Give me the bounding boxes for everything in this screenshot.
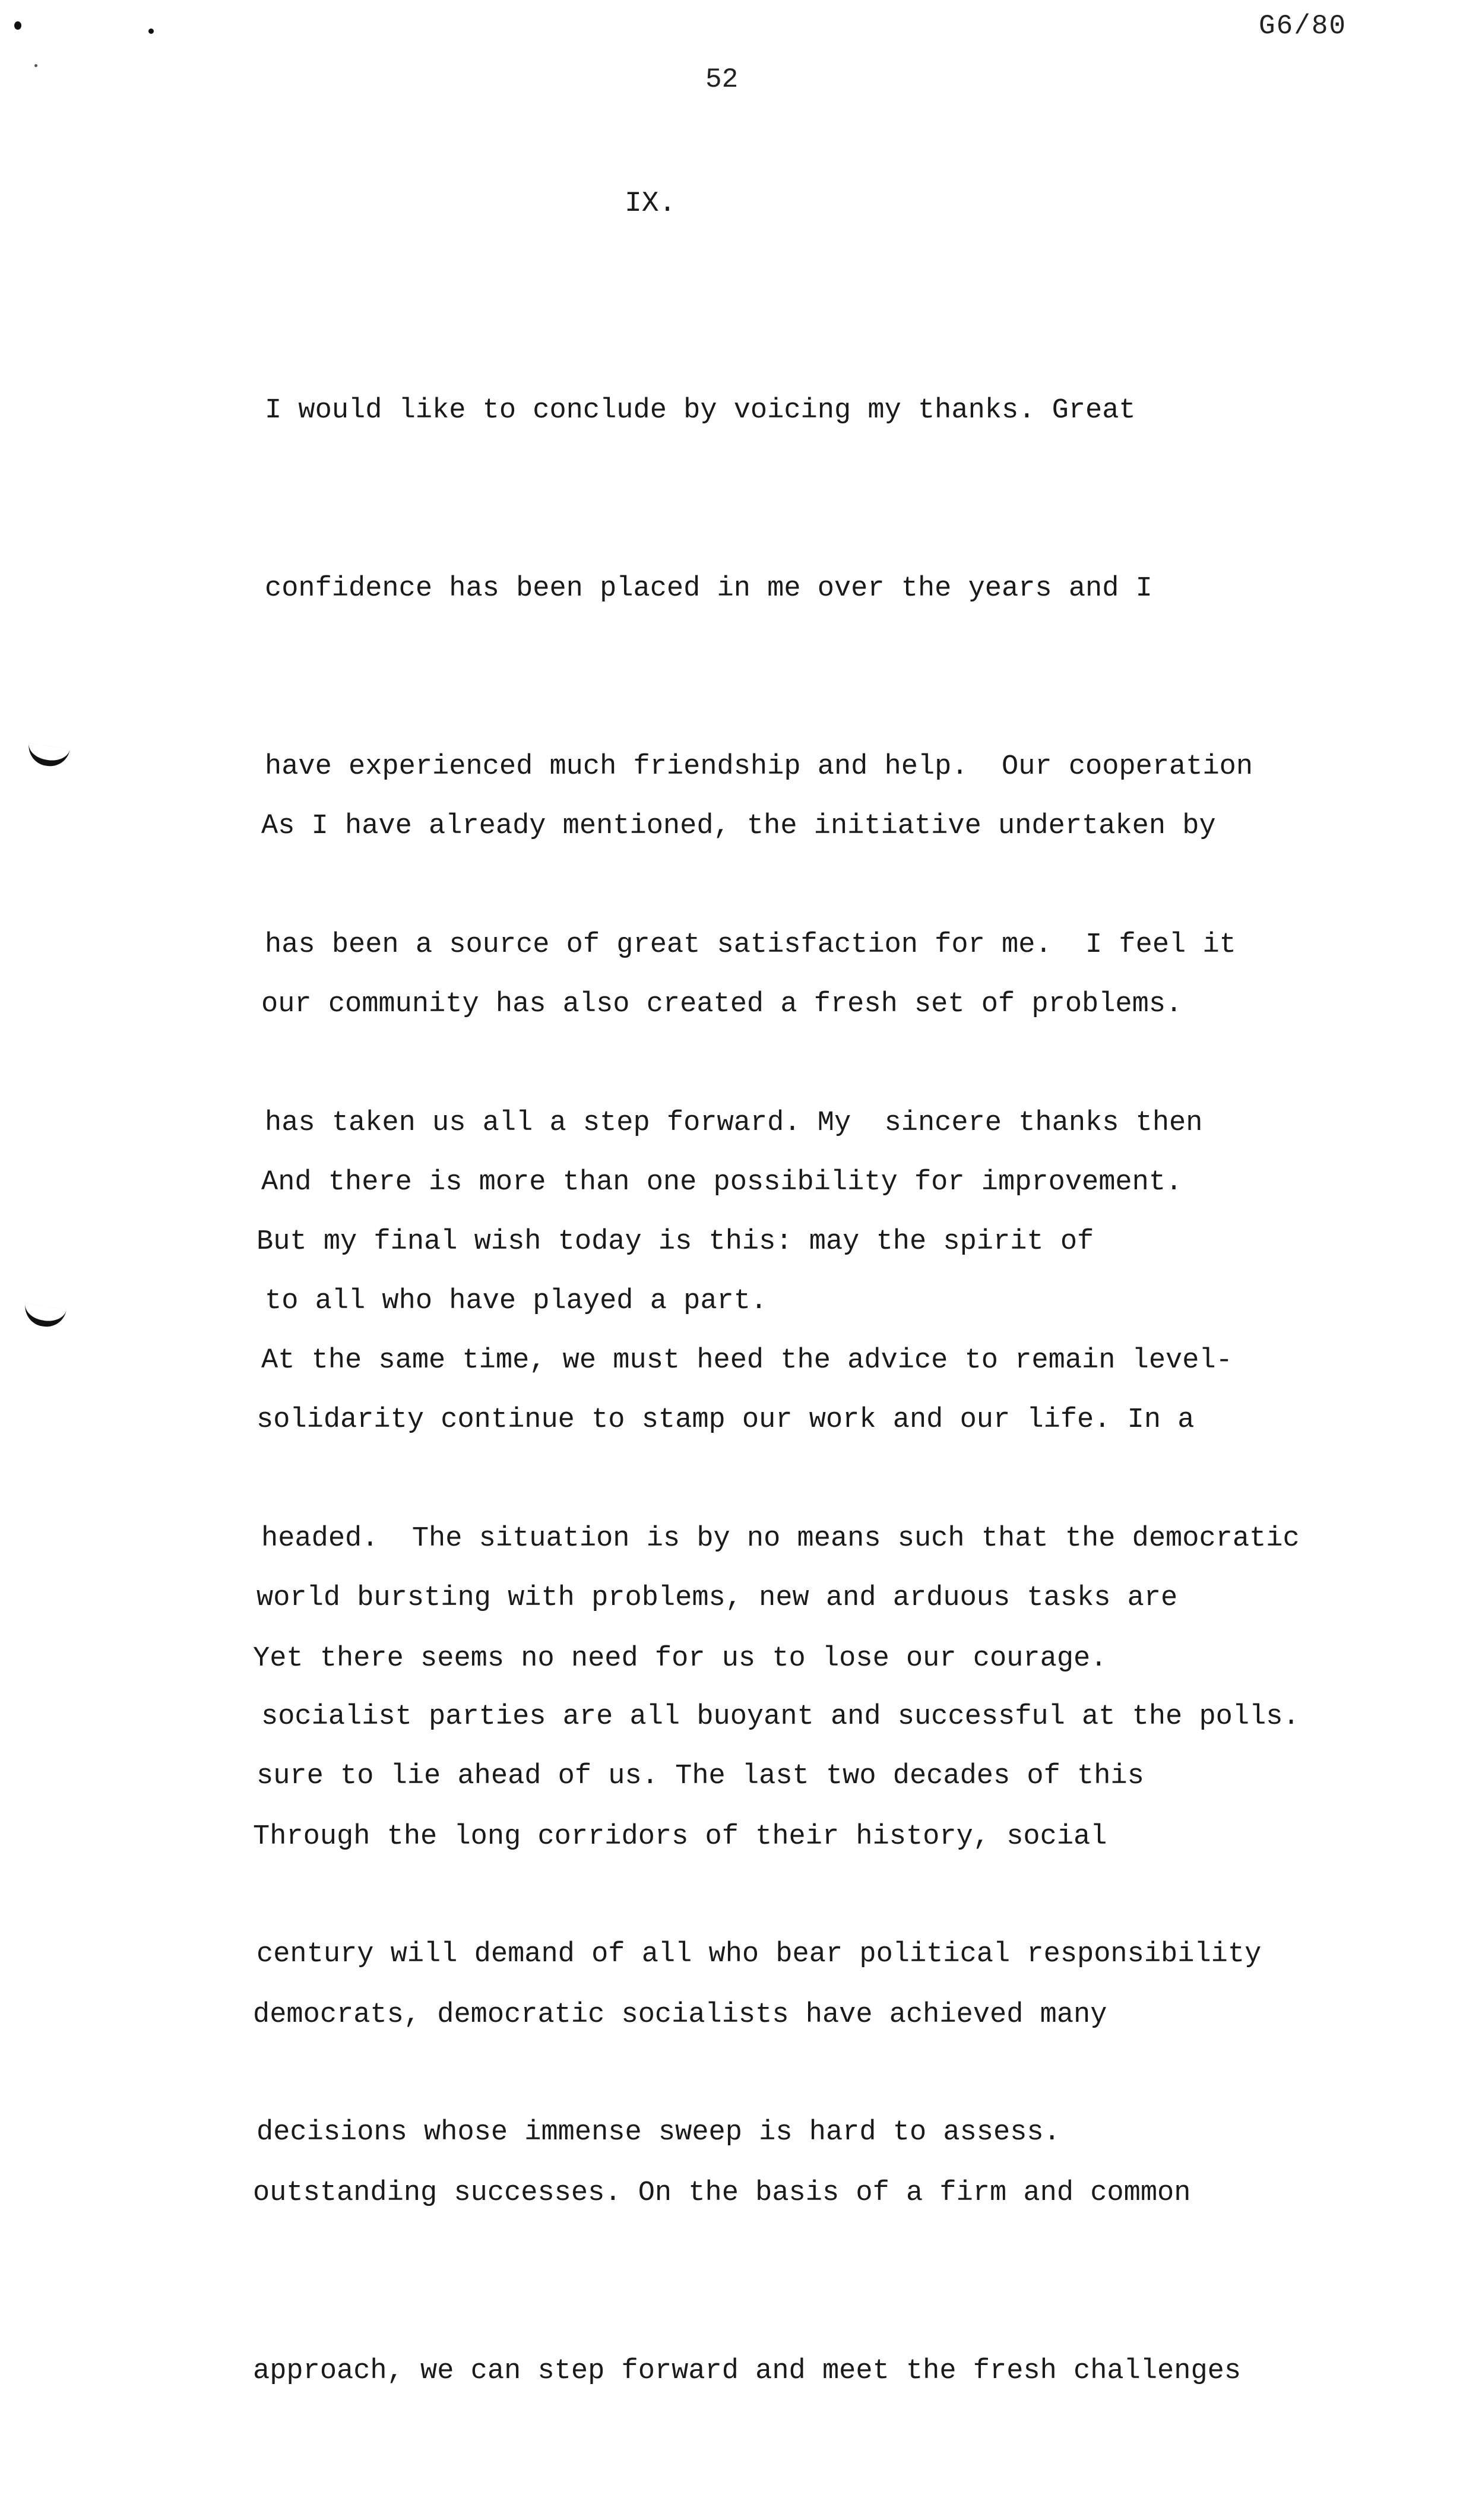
text-line: has been a source of great satisfaction for me. I feel it [265,929,1236,961]
text-line: decisions whose immense sweep is hard to assess. [256,2117,1060,2148]
section-heading: IX. [625,188,676,220]
text-line: has taken us all a step forward. My sincere thanks then [265,1107,1203,1139]
text-line: democrats, democratic socialists have achieved many [253,1999,1107,2031]
text-line: confidence has been placed in me over the years and I [265,573,1152,604]
scan-speck [34,64,37,67]
text-line: outstanding successes. On the basis of a firm and common [253,2177,1191,2209]
paragraph-courage [253,1511,1241,2520]
scan-speck [14,21,21,30]
binder-hole-mark [26,743,70,768]
page-number: 52 [705,64,739,95]
text-line: world bursting with problems, new and arduous tasks are [256,1582,1178,1614]
text-line: As I have already mentioned, the initiative undertaken by [261,811,1216,842]
scan-speck [148,29,154,34]
text-line: to all who have played a part. [265,1286,768,1317]
text-line: sure to lie ahead of us. The last two decades of this [256,1761,1144,1792]
text-line: Yet there seems no need for us to lose our courage. [253,1643,1107,1674]
text-line: have experienced much friendship and help. Our cooperation [265,751,1253,783]
text-line: And there is more than one possibility for improvement. [261,1167,1183,1198]
text-line: But my final wish today is this: may the spirit of [256,1226,1094,1258]
text-line: socialist parties are all buoyant and successful at the polls. [261,1701,1300,1733]
text-line: solidarity continue to stamp our work and our life. In a [256,1404,1195,1436]
text-line: headed. The situation is by no means such that the democratic [261,1523,1300,1555]
document-reference: G6/80 [1259,11,1347,42]
text-line: I would like to conclude by voicing my thanks. Great [265,395,1136,426]
text-line: approach, we can step forward and meet the fresh challenges [253,2356,1242,2387]
text-line: century will demand of all who bear political responsibility [256,1939,1262,1970]
binder-hole-mark [23,1303,66,1329]
text-line: At the same time, we must heed the advice to remain level- [261,1345,1233,1376]
text-line: Through the long corridors of their history, social [253,1821,1107,1853]
text-line: our community has also created a fresh set of problems. [261,989,1183,1020]
